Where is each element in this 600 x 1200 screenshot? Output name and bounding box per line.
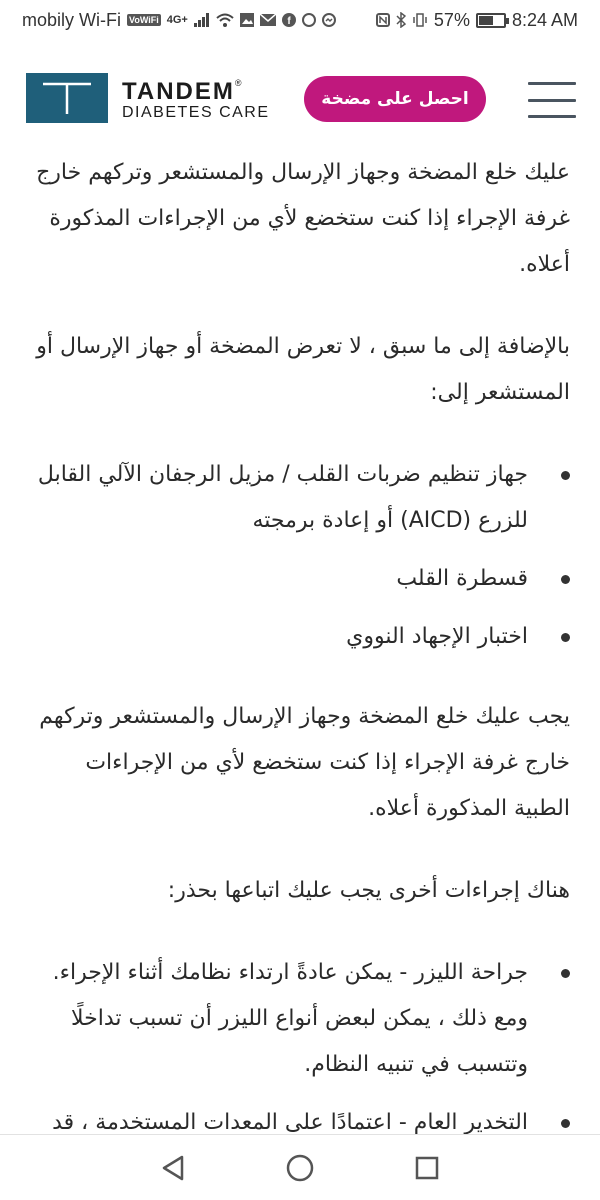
brand-registered-mark: ® — [234, 78, 242, 88]
nfc-icon — [376, 13, 390, 27]
list-item — [26, 950, 570, 1088]
procedure-list — [26, 452, 570, 660]
menu-bar — [528, 99, 576, 102]
list-item-text: جراحة الليزر - يمكن عادةً ارتداء نظامك أثناء الإجراء. ومع ذلك ، يمكن لبعض أنواع الليزر أن تسبب تداخلًا وتتسبب في تنبيه النظام. — [52, 960, 528, 1077]
system-nav-bar — [0, 1134, 600, 1200]
bullet-icon — [561, 575, 570, 584]
list-item — [26, 1100, 570, 1134]
status-right — [376, 10, 578, 31]
home-circle-icon[interactable] — [280, 1148, 320, 1188]
tandem-logo-icon[interactable] — [26, 73, 108, 123]
paragraph-do-not-expose: بالإضافة إلى ما سبق ، لا تعرض المضخة أو جهاز الإرسال أو المستشعر إلى: — [36, 334, 570, 405]
mail-icon — [260, 14, 276, 26]
menu-bar — [528, 115, 576, 118]
carrier-label: mobily Wi-Fi — [22, 9, 121, 30]
bluetooth-icon — [396, 12, 406, 28]
list-item — [26, 452, 570, 544]
paragraph-medical-procedures: يجب عليك خلع المضخة وجهاز الإرسال والمستشعر وتركهم خارج غرفة الإجراء إذا كنت ستخضع لأي من الإجراءات الطبية المذكورة أعلاه. — [39, 704, 570, 821]
article-content — [0, 150, 600, 1134]
list-item-text: التخدير العام - اعتمادًا على المعدات المستخدمة ، قد — [52, 1110, 528, 1134]
facebook-icon — [282, 13, 296, 27]
messenger-icon — [322, 13, 336, 27]
menu-bar — [528, 82, 576, 85]
network-type: 4G+ — [166, 14, 188, 26]
image-icon — [240, 13, 254, 27]
brand-subtitle: DIABETES CARE — [122, 104, 270, 121]
svg-text:f: f — [287, 16, 291, 27]
bullet-icon — [561, 1119, 570, 1128]
bullet-icon — [561, 471, 570, 480]
vowifi-badge: VoWiFi — [129, 15, 159, 25]
battery-percent: 57% — [433, 9, 470, 30]
paragraph-remove-devices: عليك خلع المضخة وجهاز الإرسال والمستشعر وتركهم خارج غرفة الإجراء إذا كنت ستخضع لأي من الإجراءات المذكورة أعلاه. — [36, 160, 570, 277]
status-left — [22, 10, 336, 31]
list-item-text: جهاز تنظيم ضربات القلب / مزيل الرجفان الآلي القابل للزرع (AICD) أو إعادة برمجته — [37, 462, 528, 533]
get-pump-button[interactable]: احصل على مضخة — [304, 76, 486, 122]
battery-icon — [476, 13, 506, 28]
hamburger-menu-icon[interactable] — [528, 82, 576, 118]
back-triangle-icon[interactable] — [153, 1148, 193, 1188]
clock: 8:24 AM — [511, 9, 578, 30]
bullet-icon — [561, 969, 570, 978]
paragraph-other-procedures: هناك إجراءات أخرى يجب عليك اتباعها بحذر: — [167, 878, 570, 903]
list-item-text: اختبار الإجهاد النووي — [346, 624, 528, 649]
list-item-text: قسطرة القلب — [396, 566, 528, 591]
whatsapp-icon — [302, 13, 316, 27]
caution-list — [26, 950, 570, 1134]
list-item — [26, 556, 570, 602]
vibrate-icon — [412, 13, 428, 27]
status-bar — [0, 0, 600, 40]
recents-square-icon[interactable] — [407, 1148, 447, 1188]
brand-wordmark[interactable] — [122, 78, 270, 122]
wifi-icon — [216, 13, 234, 27]
signal-icon — [194, 13, 210, 27]
list-item — [26, 614, 570, 660]
bullet-icon — [561, 633, 570, 642]
brand-name: TANDEM — [122, 78, 235, 105]
site-header — [0, 40, 600, 160]
